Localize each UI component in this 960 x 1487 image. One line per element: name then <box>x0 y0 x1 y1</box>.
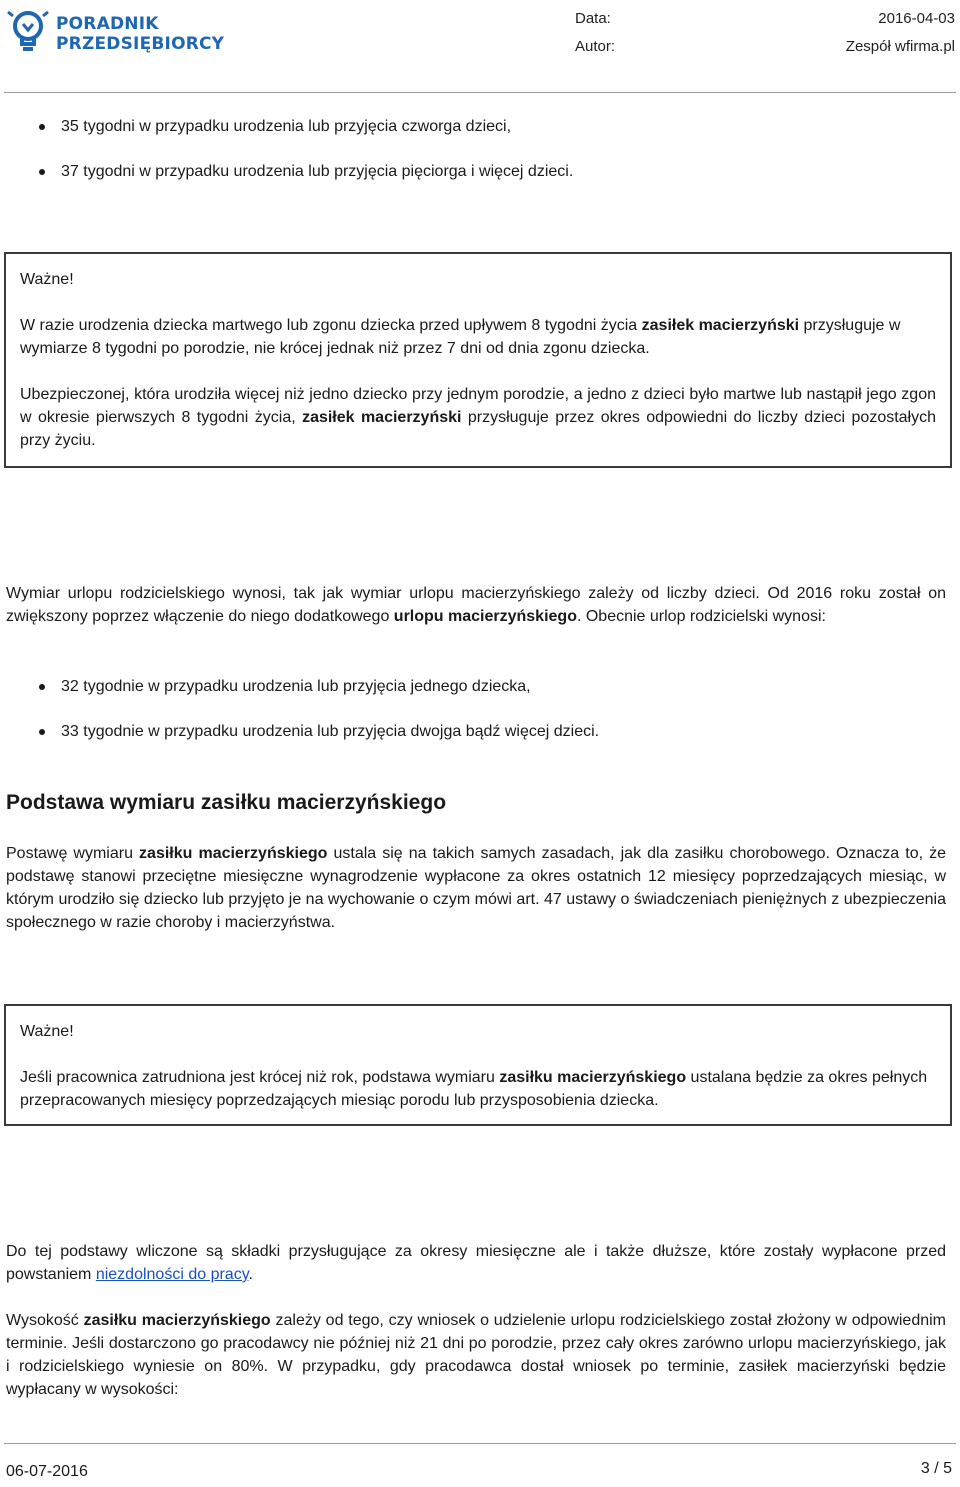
lightbulb-icon <box>6 6 50 54</box>
text-run: ustalana będzie za okres pełnych przepracowanych miesięcy poprzedzających miesiąc porodu lub przysposobienia dziecka. <box>20 1069 928 1109</box>
text-run: przysługuje w wymiarze 8 tygodni po porodzie, nie krócej jednak niż przez 7 dni od dnia zgonu dziecka. <box>20 317 901 357</box>
text-run: Wymiar urlopu rodzicielskiego wynosi, tak jak wymiar urlopu macierzyńskiego zależy od liczby dzieci. Od 2016 roku został on zwiększony poprzez włączenie do niego dodatkowego <box>6 585 946 625</box>
footer-divider <box>4 1443 956 1444</box>
text-run: Wysokość <box>6 1312 84 1329</box>
list-item-text: 33 tygodnie w przypadku urodzenia lub przyjęcia dwojga bądź więcej dzieci. <box>61 723 600 740</box>
page-number: 3 / 5 <box>920 1460 952 1477</box>
bold-term: zasiłek macierzyński <box>641 317 800 334</box>
important-paragraph <box>20 1066 936 1112</box>
important-box <box>4 1004 952 1126</box>
logo-line-2: PRZEDSIĘBIORCY <box>56 34 225 54</box>
important-title: Ważne! <box>20 1023 74 1040</box>
bold-term: zasiłku macierzyńskiego <box>83 1312 271 1329</box>
body-paragraph <box>6 1309 946 1401</box>
date-label: Data: <box>575 10 611 27</box>
body-paragraph <box>6 842 946 934</box>
author-value: Zespół wfirma.pl <box>845 38 955 55</box>
list-item <box>42 160 574 183</box>
bold-term: zasiłek macierzyński <box>302 409 462 426</box>
meta-values <box>846 5 955 61</box>
list-item-text: 32 tygodnie w przypadku urodzenia lub przyjęcia jednego dziecka, <box>61 678 531 695</box>
bold-term: urlopu macierzyńskiego <box>393 608 577 625</box>
important-paragraph <box>20 314 936 360</box>
bold-term: zasiłku macierzyńskiego <box>139 845 328 862</box>
list-item-text: 37 tygodni w przypadku urodzenia lub przyjęcia pięciorga i więcej dzieci. <box>61 163 574 180</box>
text-run: Jeśli pracownica zatrudniona jest krócej niż rok, podstawa wymiaru <box>20 1069 500 1086</box>
footer-date: 06-07-2016 <box>6 1463 88 1480</box>
page-header <box>0 0 960 94</box>
important-paragraph <box>20 383 936 452</box>
text-run: zależy od tego, czy wniosek o udzielenie urlopu rodzicielskiego został złożony w odpowiednim terminie. Jeśli dostarczono go pracodawcy nie później niż 21 dni po porodzie, przez cały okres zarówno urlopu macierzyńskiego, jak i rodzicielskiego wyniesie on 80%. W przypadku, gdy pracodawca dostał wniosek po terminie, zasiłek macierzyński będzie wypłacany w wysokości: <box>6 1312 947 1398</box>
important-box <box>4 252 952 468</box>
author-label: Autor: <box>575 38 616 55</box>
body-paragraph <box>6 1240 946 1286</box>
text-run: Do tej podstawy wliczone są składki przysługujące za okresy miesięczne ale i także dłuższe, które zostały wypłacone przed powstaniem <box>6 1243 946 1283</box>
list-item <box>42 115 512 138</box>
logo-line-1: PORADNIK <box>56 14 159 34</box>
important-title: Ważne! <box>20 271 74 288</box>
header-divider <box>4 92 956 93</box>
text-run: Postawę wymiaru <box>6 845 140 862</box>
list-item-text: 35 tygodni w przypadku urodzenia lub przyjęcia czworga dzieci, <box>61 118 512 135</box>
text-run: ustala się na takich samych zasadach, jak dla zasiłku chorobowego. Oznacza to, że podstawę stanowi przeciętne miesięczne wynagrodzenie wypłacone za okres ostatnich 12 miesięcy poprzedzających miesiąc, w którym urodziło się dziecko lub przyjęto je na wychowanie o czym mówi art. 47 ustawy o świadczeniach pieniężnych z ubezpieczenia społecznego w razie choroby i macierzyństwa. <box>6 845 946 931</box>
meta-labels <box>575 5 615 61</box>
text-run: . <box>248 1266 253 1283</box>
text-run: . Obecnie urlop rodzicielski wynosi: <box>576 608 826 625</box>
list-item <box>42 675 531 698</box>
body-paragraph <box>6 582 946 628</box>
incapacity-link[interactable]: niezdolności do pracy <box>95 1266 249 1283</box>
text-run: Ubezpieczonej, która urodziła więcej niż jedno dziecko przy jednym porodzie, a jedno z dzieci było martwe lub nastąpił jego zgon w okresie pierwszych 8 tygodni życia, <box>20 386 936 426</box>
list-item <box>42 720 600 743</box>
text-run: W razie urodzenia dziecka martwego lub zgonu dziecka przed upływem 8 tygodni życia <box>20 317 642 334</box>
date-value: 2016-04-03 <box>878 10 955 27</box>
section-heading: Podstawa wymiaru zasiłku macierzyńskiego <box>6 791 447 814</box>
text-run: przysługuje przez okres odpowiedni do liczby dzieci pozostałych przy życiu. <box>20 409 937 449</box>
bold-term: zasiłku macierzyńskiego <box>499 1069 687 1086</box>
